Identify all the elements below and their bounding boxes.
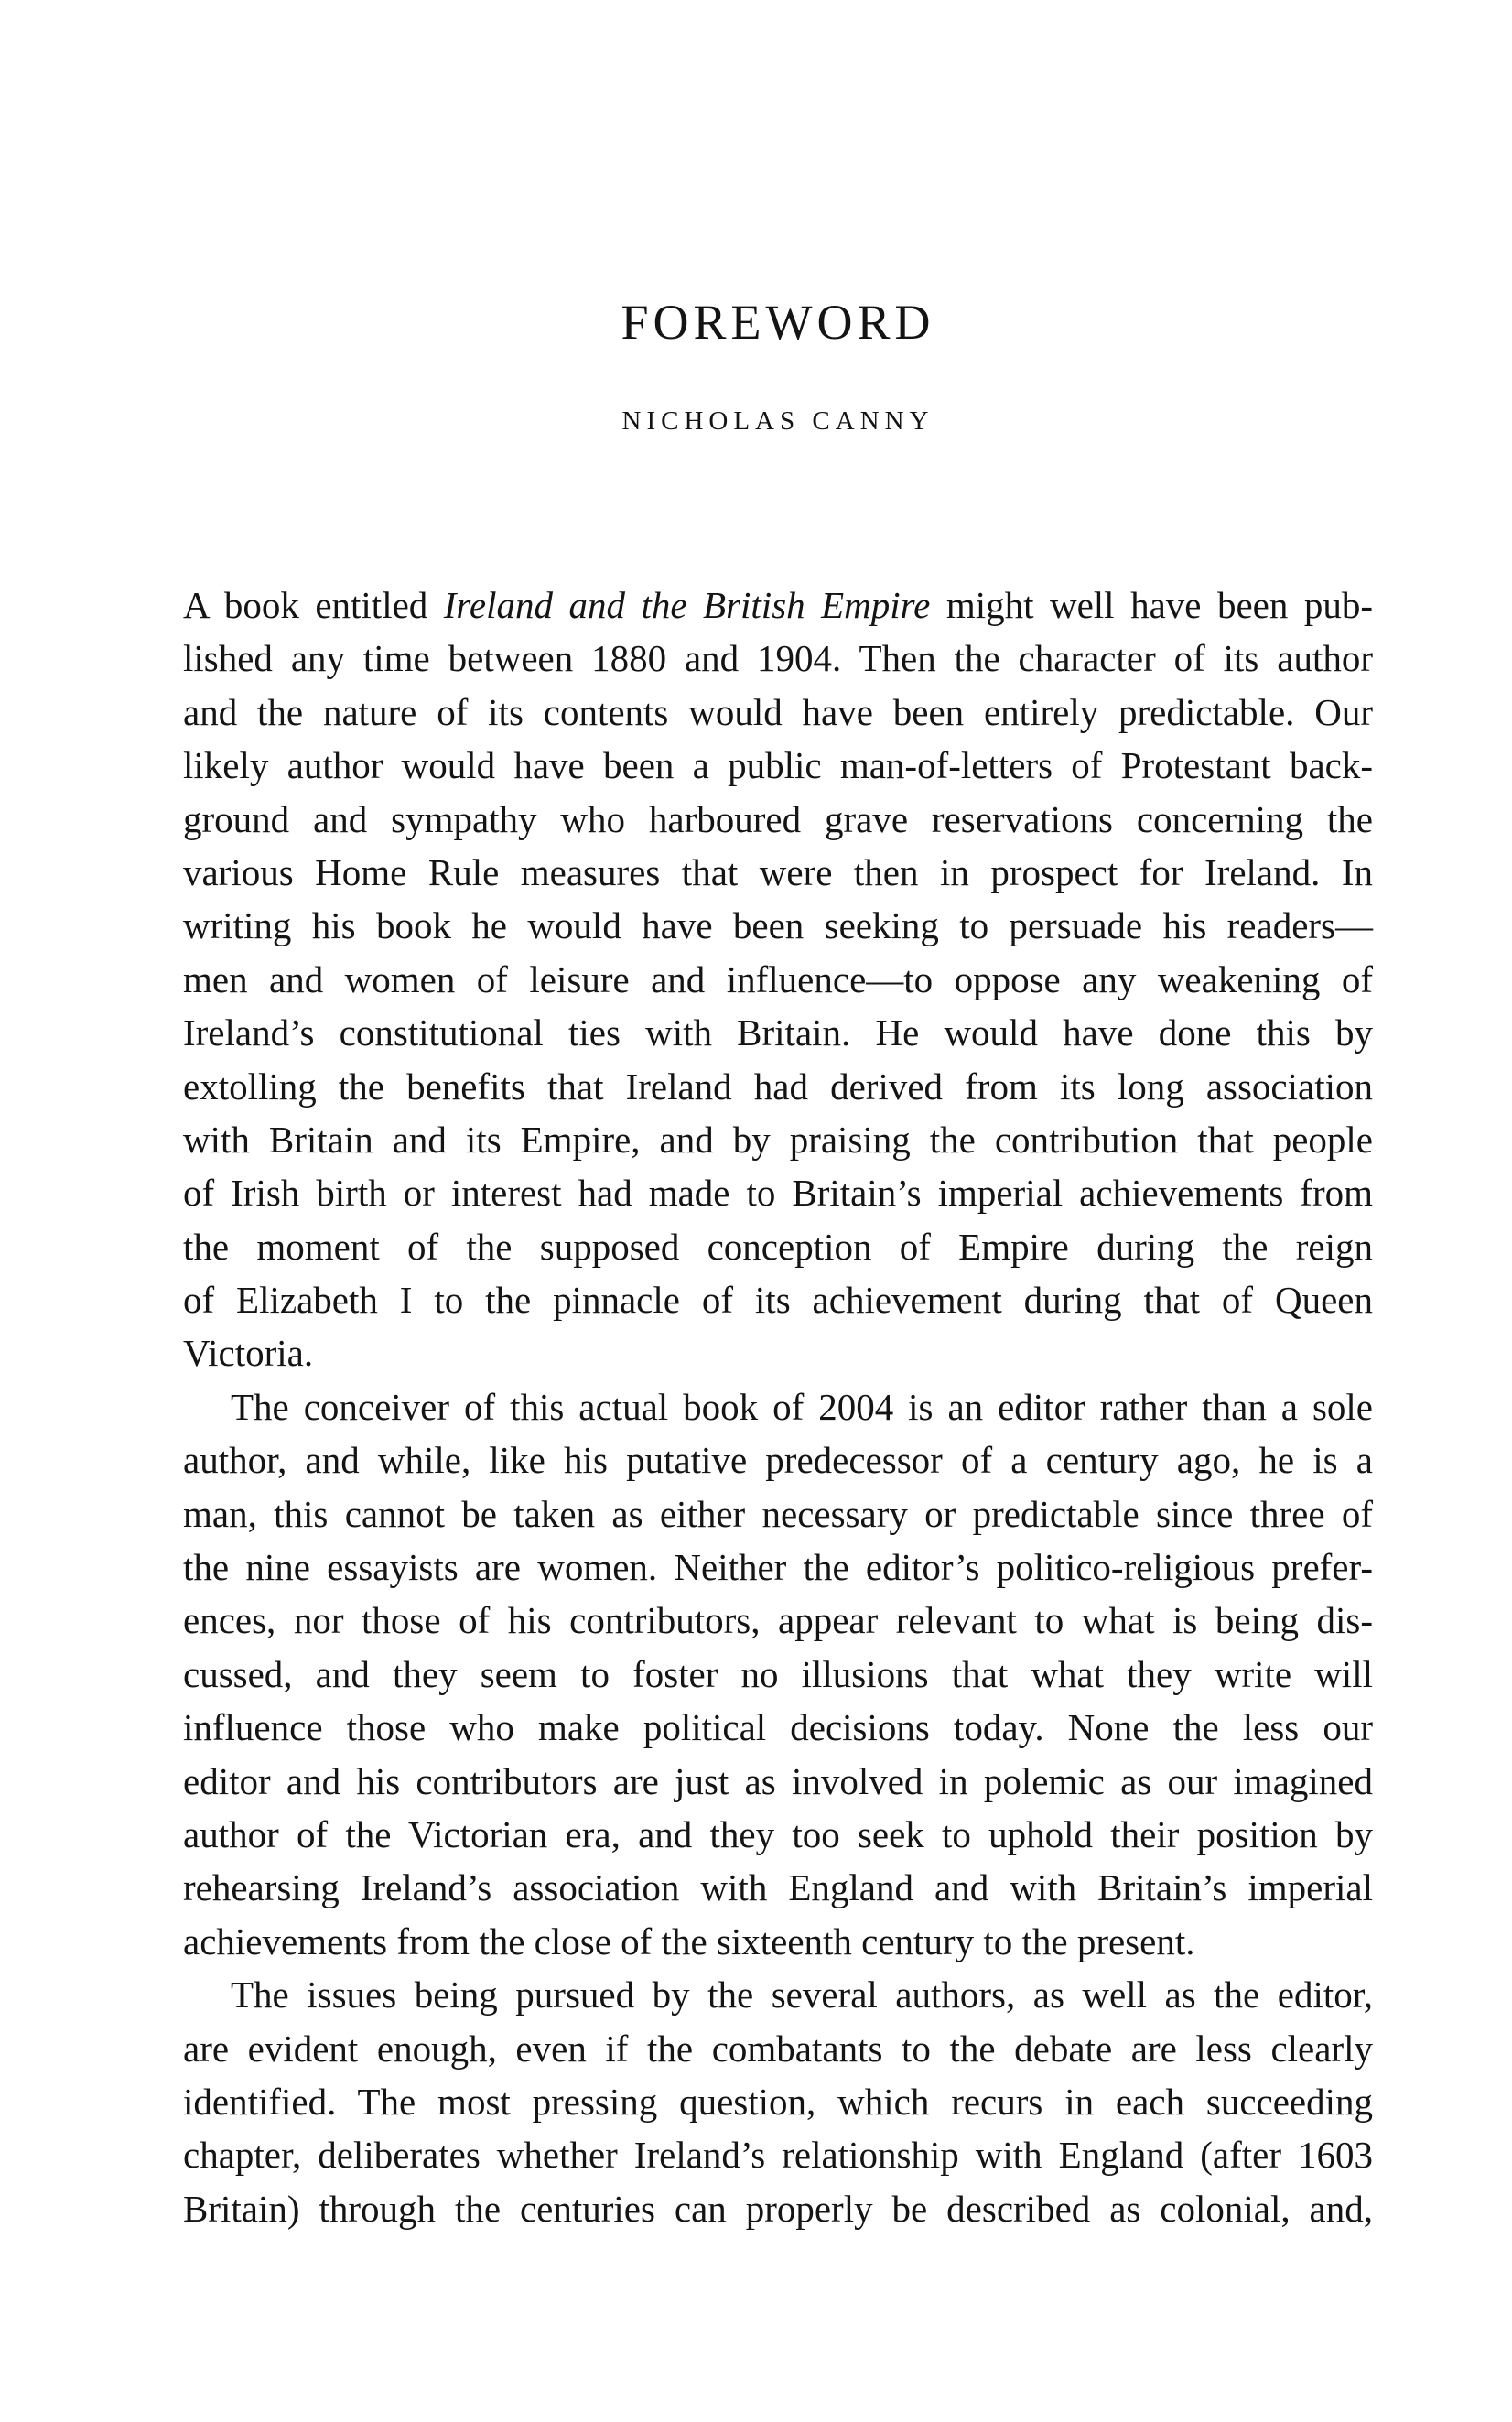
text-line: ground and sympathy who harboured grave reservations concerning the [183,797,1373,840]
text-line: the nine essayists are women. Neither the editor’s politico-religious prefer- [183,1546,1373,1589]
text-line: The conceiver of this actual book of 2004 is an editor rather than a sole [231,1385,1373,1428]
text-line: Victoria. [183,1332,314,1375]
text-line: author, and while, like his putative predecessor of a century ago, he is a [183,1439,1373,1482]
text-line: are evident enough, even if the combatants to the debate are less clearly [183,2027,1373,2070]
text-line: ences, nor those of his contributors, appear relevant to what is being dis- [183,1599,1373,1642]
paragraph-2 [183,1380,1373,1968]
text-line: Ireland’s constitutional ties with Britain. He would have done this by [183,1011,1373,1054]
text-line: the moment of the supposed conception of Empire during the reign [183,1225,1373,1268]
text-line: lished any time between 1880 and 1904. Then the character of its author [183,637,1373,680]
text-line: likely author would have been a public man-of-letters of Protestant back- [183,744,1373,787]
author-name: NICHOLAS CANNY [621,406,934,436]
text-line: A book entitled Ireland and the British Empire might well have been pub- [183,584,1373,626]
text-line: chapter, deliberates whether Ireland’s relationship with England (after 1603 [183,2134,1373,2177]
text-line: man, this cannot be taken as either necessary or predictable since three of [183,1492,1373,1535]
text-line: and the nature of its contents would have been entirely predictable. Our [183,690,1373,733]
text-line: editor and his contributors are just as involved in polemic as our imagined [183,1759,1373,1802]
text-line: men and women of leisure and influence—to oppose any weakening of [183,957,1373,1000]
body-text [183,578,1373,2235]
text-line: influence those who make political decisions today. None the less our [183,1706,1373,1749]
book-title: Ireland and the British Empire [443,584,931,626]
text-line: cussed, and they seem to foster no illusions that what they write will [183,1652,1373,1695]
page-title: FOREWORD [621,295,935,350]
text-line: identified. The most pressing question, which recurs in each succeeding [183,2080,1373,2123]
paragraph-1 [183,578,1373,1380]
text-line: author of the Victorian era, and they too seek to uphold their position by [183,1812,1373,1855]
text-line: writing his book he would have been seeking to persuade his readers— [183,904,1373,947]
text-line: extolling the benefits that Ireland had derived from its long association [183,1065,1373,1108]
text-line: rehearsing Ireland’s association with England and with Britain’s imperial [183,1866,1373,1909]
text-line: of Elizabeth I to the pinnacle of its achievement during that of Queen [183,1279,1373,1322]
text-line: achievements from the close of the sixteenth century to the present. [183,1919,1195,1962]
text-line: with Britain and its Empire, and by praising the contribution that people [183,1118,1373,1161]
paragraph-3 [183,1968,1373,2235]
text-line: various Home Rule measures that were then in prospect for Ireland. In [183,850,1373,893]
text-line: Britain) through the centuries can properly be described as colonial, and, [183,2187,1373,2230]
text-line: The issues being pursued by the several authors, as well as the editor, [231,1973,1373,2017]
text-line: of Irish birth or interest had made to Britain’s imperial achievements from [183,1172,1373,1215]
